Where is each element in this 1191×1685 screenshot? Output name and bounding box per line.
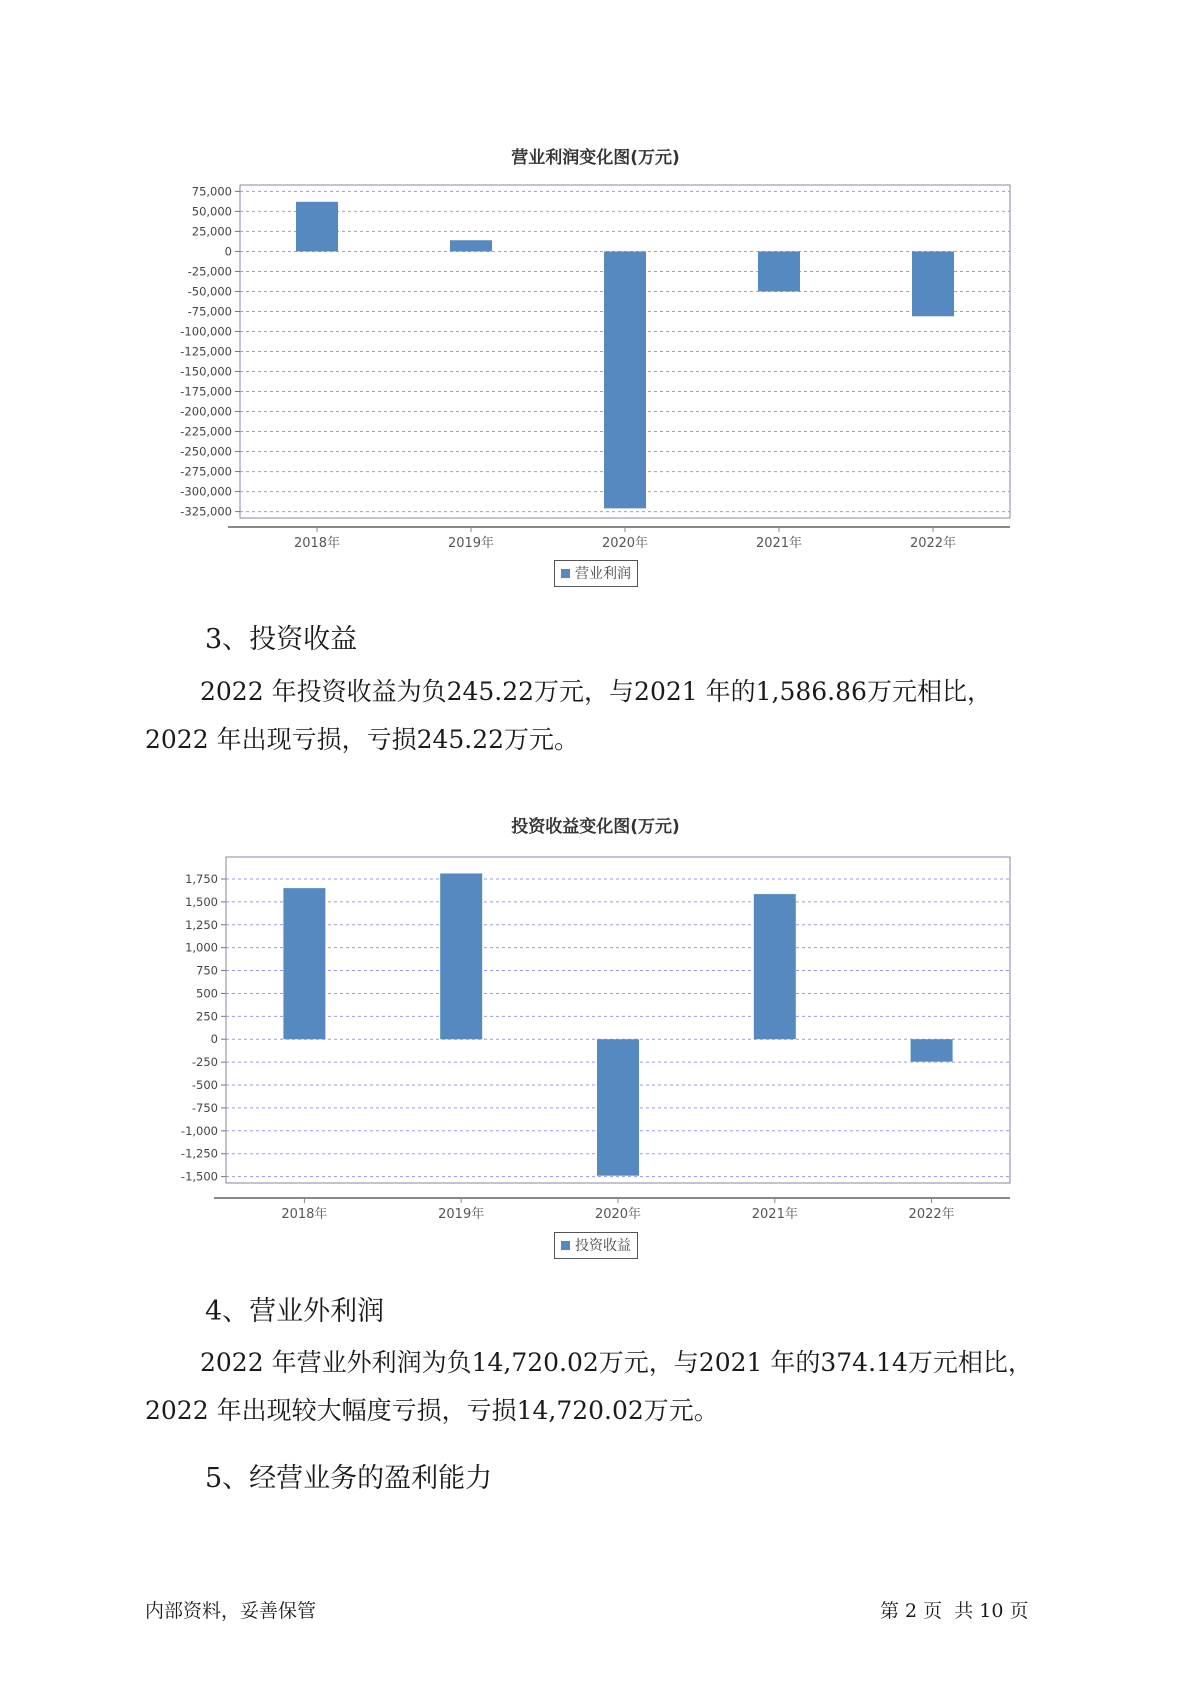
investment-income-paragraph: 2022 年投资收益为负245.22万元，与2021 年的1,586.86万元相比，2022 年出现亏损，亏损245.22万元。 [145,677,992,754]
chart-title: 营业利润变化图(万元) [511,148,680,168]
y-tick-label: -75,000 [187,304,232,319]
x-tick-label: 2020年 [601,536,649,551]
y-tick-label: -300,000 [180,484,232,499]
bar-2022年 [911,1039,953,1061]
y-tick-label: -275,000 [180,464,232,479]
y-tick-label: 50,000 [191,204,232,219]
x-tick-label: 2021年 [751,1207,798,1222]
x-tick-label: 2020年 [594,1207,642,1222]
y-tick-label: 75,000 [191,184,232,199]
x-tick-label: 2018年 [293,536,341,551]
footer-page-number: 第 2 页 共 10 页 [880,1600,1029,1622]
y-tick-label: -1,250 [180,1146,218,1161]
y-tick-label: -25,000 [187,264,232,279]
y-tick-label: -1,500 [180,1169,218,1184]
legend-label: 营业利润 [575,566,631,582]
y-tick-label: -325,000 [180,504,232,519]
x-tick-label: 2021年 [755,536,803,551]
bar-2019年 [440,873,482,1039]
y-tick-label: -125,000 [180,344,232,359]
section-heading-profitability: 5、经营业务的盈利能力 [205,1463,493,1494]
bar-2018年 [283,888,325,1039]
y-tick-label: 0 [224,244,232,259]
legend-swatch [561,1241,570,1250]
y-tick-label: 25,000 [191,224,232,239]
section-heading-non-operating-profit: 4、营业外利润 [205,1296,385,1327]
y-tick-label: -500 [191,1078,218,1093]
footer-confidential-note: 内部资料，妥善保管 [145,1600,317,1622]
chart-legend [554,1232,638,1259]
y-tick-label: 1,250 [185,917,218,932]
x-tick-label: 2019年 [447,536,495,551]
legend-label: 投资收益 [575,1238,631,1254]
y-tick-label: -150,000 [180,364,232,379]
y-tick-label: -225,000 [180,424,232,439]
y-tick-label: 1,500 [185,894,218,909]
y-tick-label: -250,000 [180,444,232,459]
y-tick-label: 250 [196,1009,218,1024]
y-tick-label: -750 [191,1100,218,1115]
y-tick-label: 500 [196,986,218,1001]
section-heading-investment-income: 3、投资收益 [205,624,358,655]
y-tick-label: -50,000 [187,284,232,299]
y-tick-label: -175,000 [180,384,232,399]
x-tick-label: 2022年 [909,536,957,551]
bar-2020年 [597,1039,639,1175]
y-tick-label: -200,000 [180,404,232,419]
non-operating-profit-paragraph: 2022 年营业外利润为负14,720.02万元，与2021 年的374.14万元相比，2022 年出现较大幅度亏损，亏损14,720.02万元。 [145,1348,1033,1425]
x-tick-label: 2022年 [908,1207,955,1222]
x-tick-label: 2018年 [281,1207,328,1222]
y-tick-label: -1,000 [180,1123,218,1138]
y-tick-label: 750 [196,963,218,978]
bar-2021年 [754,894,796,1039]
y-tick-label: -250 [191,1055,218,1070]
y-tick-label: 1,000 [185,940,218,955]
y-tick-label: 1,750 [185,871,218,886]
y-tick-label: 0 [210,1032,218,1047]
y-tick-label: -100,000 [180,324,232,339]
chart-title: 投资收益变化图(万元) [511,817,680,837]
x-tick-label: 2019年 [438,1207,485,1222]
